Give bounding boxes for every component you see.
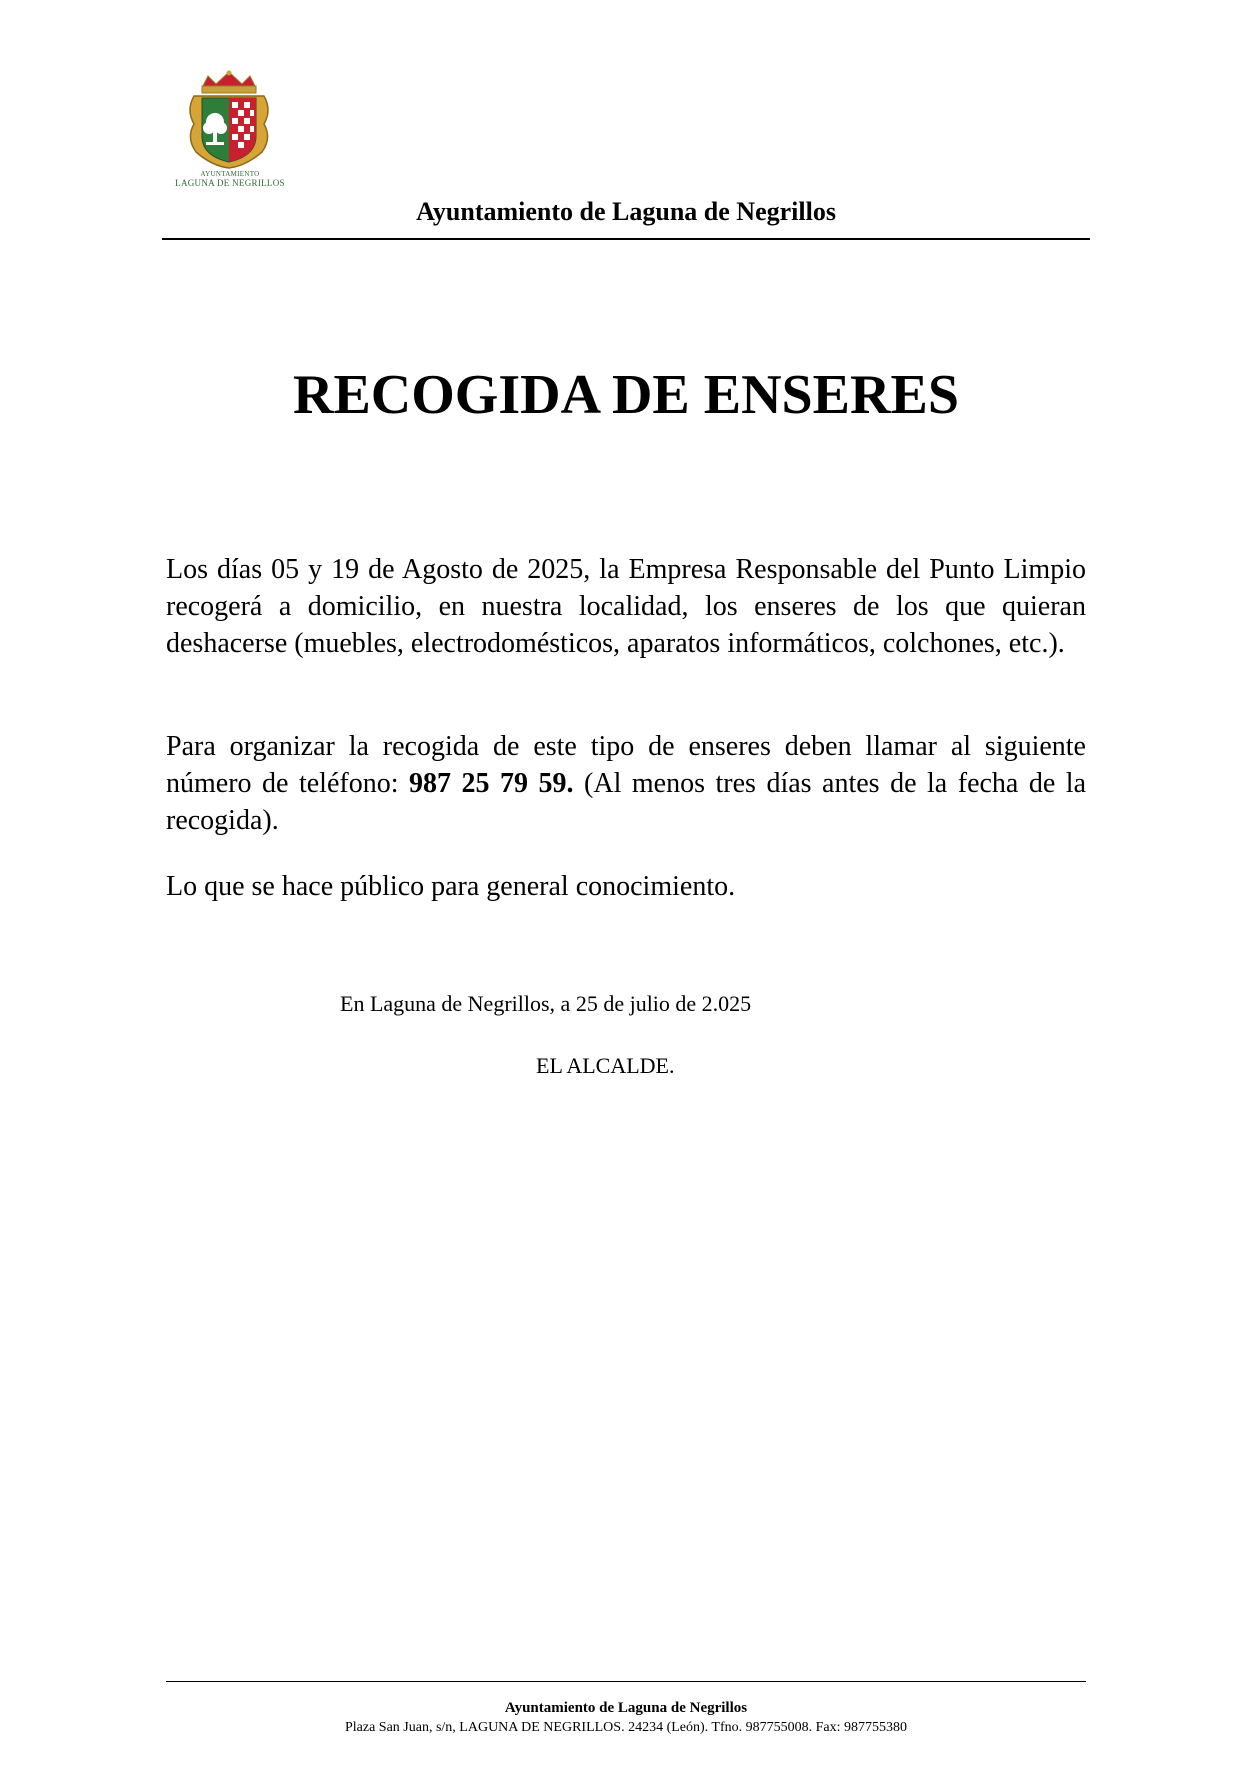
signature-place-date: En Laguna de Negrillos, a 25 de julio de 2.025 (340, 991, 752, 1016)
header-divider (162, 238, 1090, 240)
coat-of-arms-icon (164, 70, 294, 170)
signature-role: EL ALCALDE. (536, 1053, 675, 1078)
notice-title: RECOGIDA DE ENSERES (293, 364, 959, 426)
footer-address: Plaza San Juan, s/n, LAGUNA DE NEGRILLOS. 24234 (León). Tfno. 987755008. Fax: 987755380 (344, 1720, 908, 1735)
notice-paragraph-1: Los días 05 y 19 de Agosto de 2025, la Empresa Responsable del Punto Limpio recogerá a domicilio, en nuestra localidad, los enseres de los que quieran deshacerse (muebles, electrodomésticos, aparatos informáticos, colchones, etc.). (166, 554, 1086, 659)
paragraph-2-tail: (Al menos tres días antes de la fecha de la recogida). (166, 768, 1087, 836)
notice-paragraph-2 (166, 728, 1086, 839)
paragraph-2-lead: Para organizar la recogida de este tipo de enseres deben llamar al siguiente número de teléfono: (166, 731, 1086, 799)
footer-name: Ayuntamiento de Laguna de Negrillos (504, 1700, 748, 1716)
notice-paragraph-3: Lo que se hace público para general conocimiento. (166, 871, 736, 902)
footer-divider (166, 1681, 1086, 1682)
logo-caption-line1: AYUNTAMIENTO (200, 170, 260, 178)
phone-number: 987 25 79 59. (409, 768, 574, 799)
header-title: Ayuntamiento de Laguna de Negrillos (416, 197, 836, 226)
logo-caption-line2: LAGUNA DE NEGRILLOS (175, 178, 285, 188)
